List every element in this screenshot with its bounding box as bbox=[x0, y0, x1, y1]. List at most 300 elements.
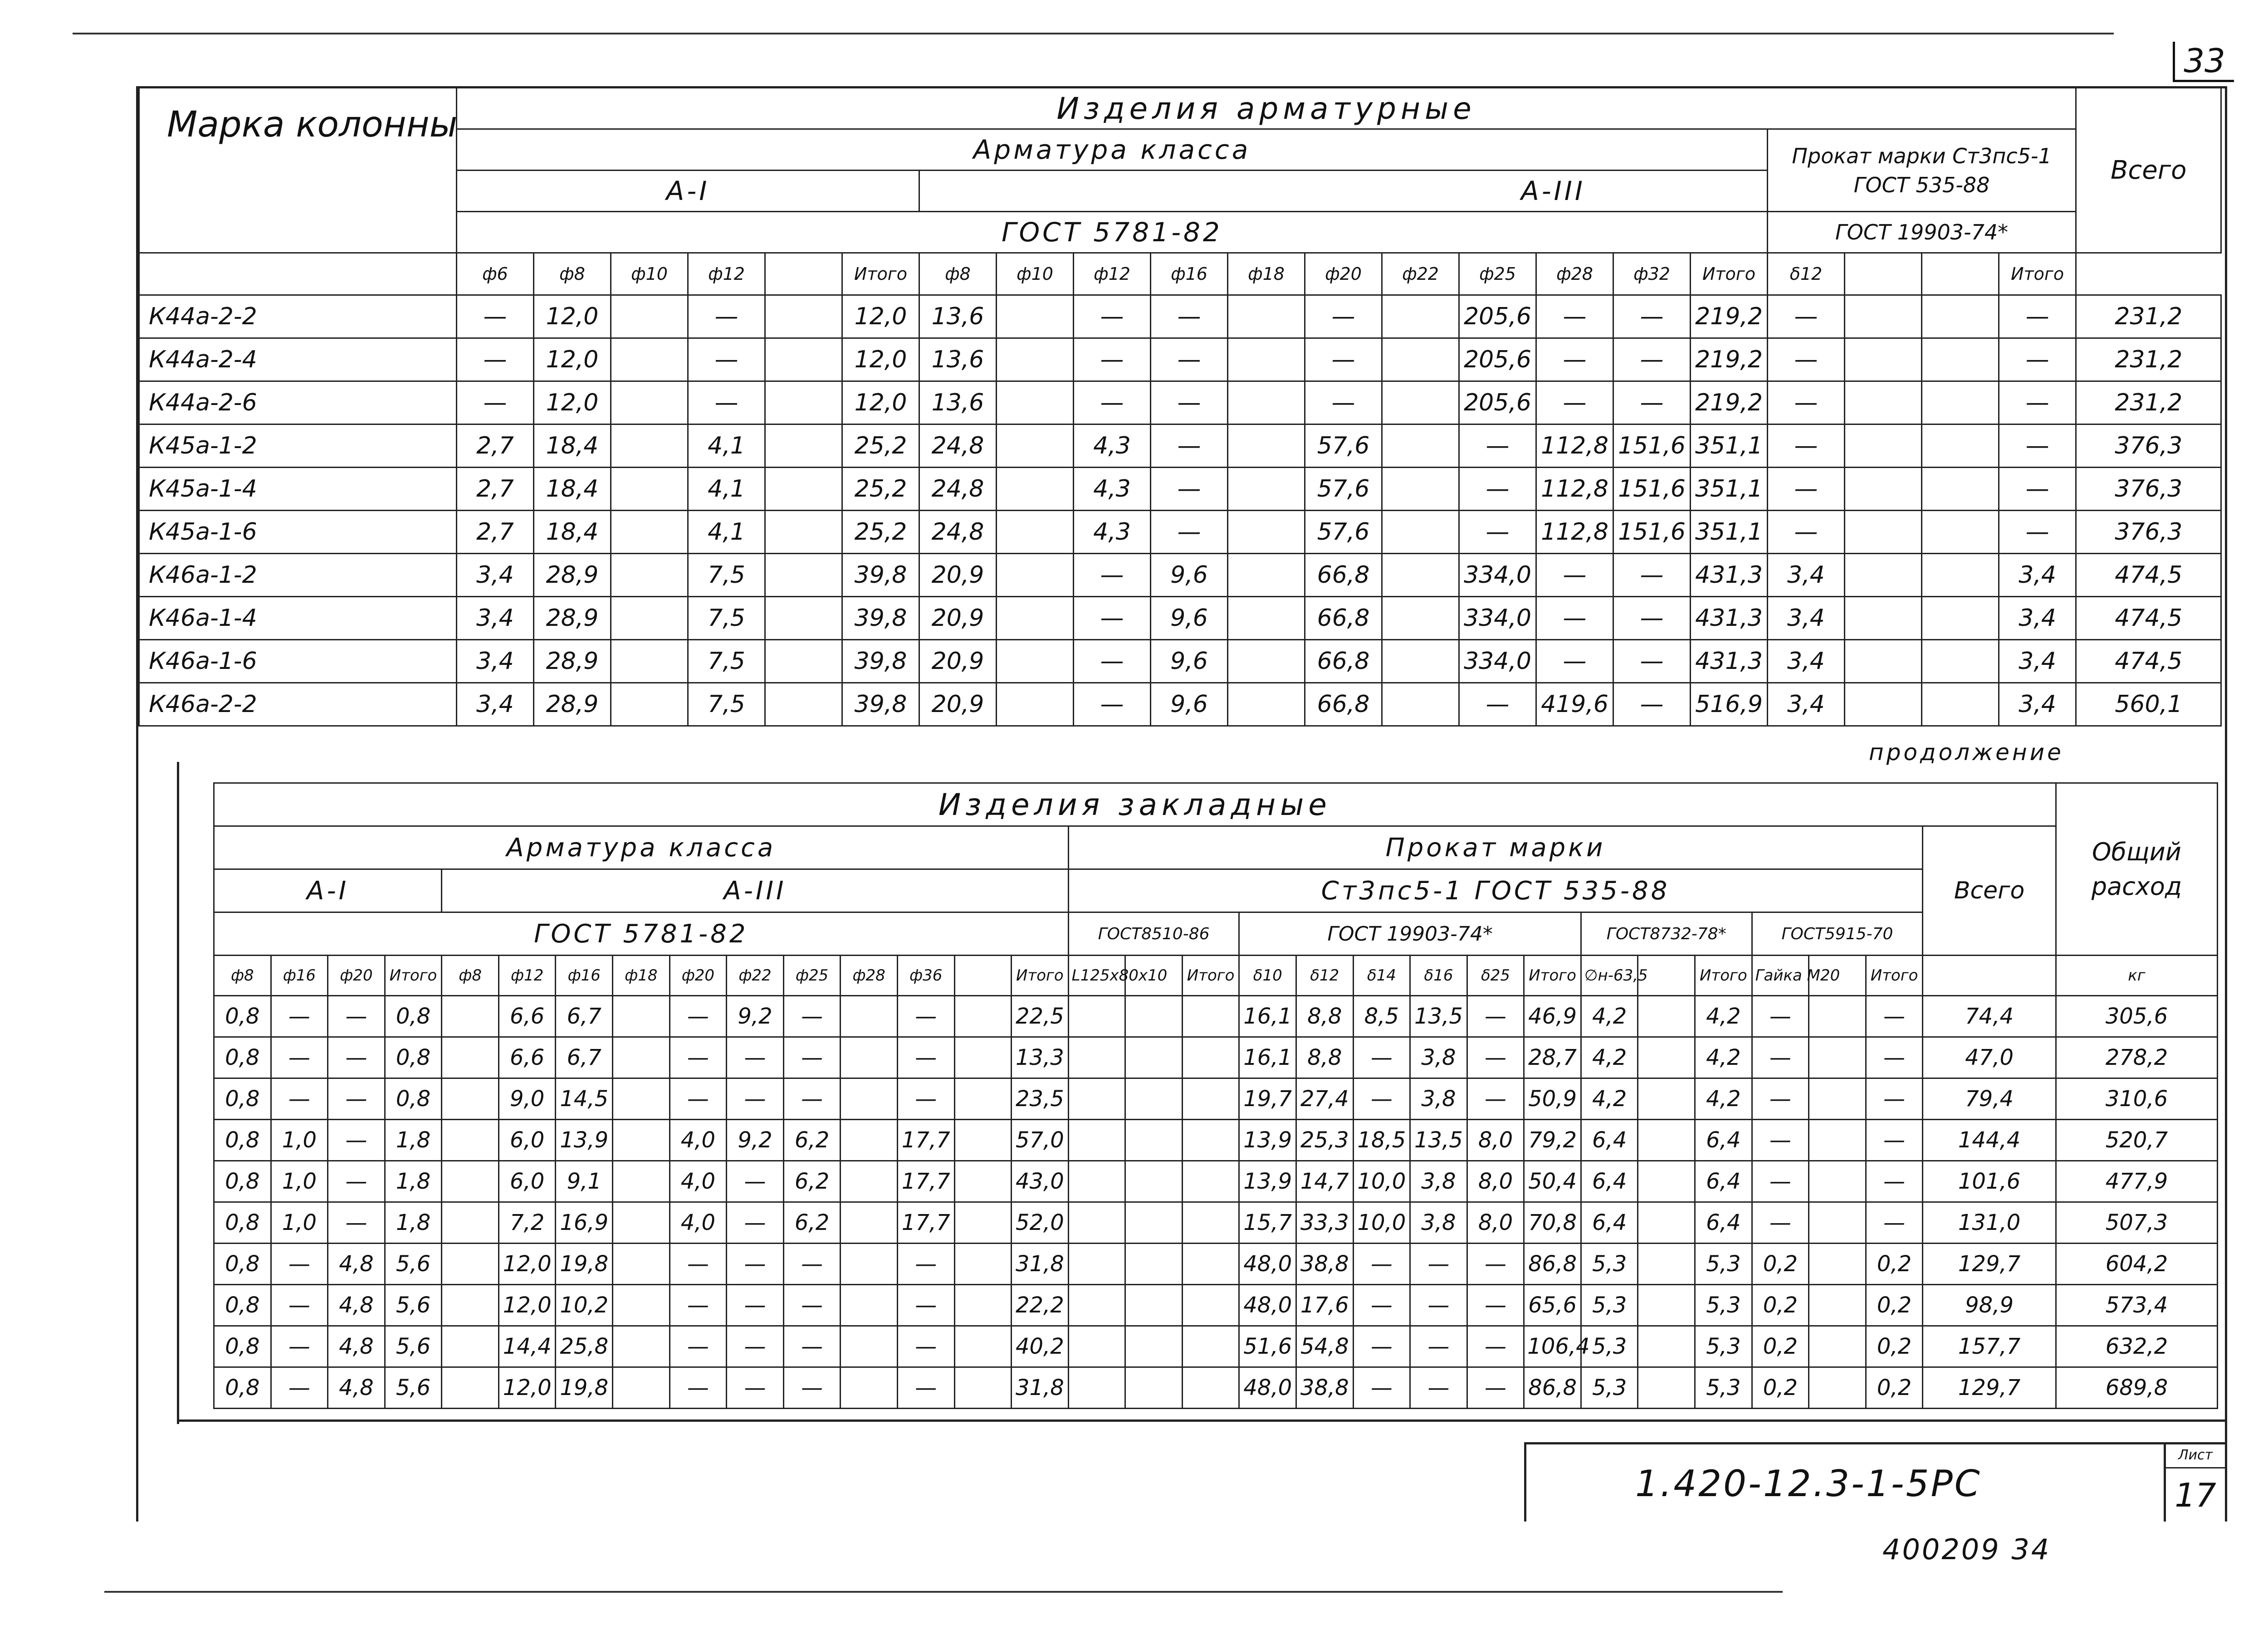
table-cell: — bbox=[1305, 338, 1382, 381]
gost-armature: ГОСТ 5781-82 bbox=[457, 212, 1768, 253]
table-cell bbox=[1068, 996, 1125, 1037]
table-cell bbox=[841, 1326, 898, 1367]
table-cell: — bbox=[1866, 1078, 1923, 1120]
table-cell: — bbox=[1752, 1161, 1809, 1202]
group-title: Изделия арматурные bbox=[457, 88, 2076, 129]
table-cell: 9,6 bbox=[1151, 597, 1228, 640]
table-cell: 14,5 bbox=[556, 1078, 613, 1120]
table-cell: 27,4 bbox=[1296, 1078, 1353, 1120]
column-header: ф28 bbox=[1536, 253, 1613, 295]
row-total: 376,3 bbox=[2076, 511, 2221, 554]
table-cell: 516,9 bbox=[1691, 683, 1768, 726]
table-cell: 334,0 bbox=[1459, 640, 1536, 683]
table-cell: 106,4 bbox=[1524, 1326, 1581, 1367]
table-cell bbox=[1382, 683, 1459, 726]
column-header: L125x80x10 bbox=[1068, 956, 1125, 996]
table-cell bbox=[1182, 1161, 1239, 1202]
table-cell bbox=[841, 1120, 898, 1161]
table-cell bbox=[841, 1078, 898, 1120]
table-cell: 19,8 bbox=[556, 1244, 613, 1285]
column-header: ф10 bbox=[611, 253, 688, 295]
table-cell: 3,4 bbox=[457, 640, 534, 683]
table-cell: 24,8 bbox=[919, 511, 997, 554]
table-row bbox=[214, 1078, 2218, 1120]
table-cell: 4,1 bbox=[688, 424, 765, 468]
table-cell: — bbox=[1467, 1285, 1524, 1326]
table-cell: 38,8 bbox=[1296, 1367, 1353, 1409]
table-cell: — bbox=[670, 1037, 727, 1078]
table-cell: — bbox=[457, 295, 534, 338]
row-total: 79,4 bbox=[1923, 1078, 2056, 1120]
table-cell: 13,9 bbox=[1239, 1161, 1296, 1202]
table-cell: 39,8 bbox=[842, 640, 919, 683]
table-cell bbox=[1845, 683, 1922, 726]
column-header: ф10 bbox=[997, 253, 1074, 295]
table-cell: 25,2 bbox=[842, 424, 919, 468]
embedded-products-table bbox=[213, 782, 2218, 1409]
table-cell: — bbox=[783, 1285, 841, 1326]
table-cell bbox=[1125, 1367, 1183, 1409]
column-header: Итого bbox=[1691, 253, 1768, 295]
table-cell: 151,6 bbox=[1613, 468, 1691, 511]
table-cell: — bbox=[1459, 468, 1536, 511]
table-cell: — bbox=[1768, 295, 1845, 338]
column-mark-header: Марка колонны bbox=[139, 88, 457, 253]
table-row bbox=[139, 468, 2221, 511]
table-cell bbox=[1125, 1326, 1183, 1367]
table-cell: 66,8 bbox=[1305, 554, 1382, 597]
table-cell: 0,8 bbox=[214, 1326, 271, 1367]
table-cell bbox=[613, 1202, 670, 1244]
table-cell: — bbox=[457, 338, 534, 381]
table-cell: — bbox=[670, 1285, 727, 1326]
table-cell: — bbox=[328, 1120, 385, 1161]
column-header: ф12 bbox=[1074, 253, 1151, 295]
row-overall: 310,6 bbox=[2056, 1078, 2217, 1120]
table-cell bbox=[613, 1285, 670, 1326]
bottom-edge-line bbox=[104, 1591, 1783, 1593]
table-cell bbox=[997, 468, 1074, 511]
table-cell: 0,2 bbox=[1752, 1285, 1809, 1326]
table-cell: 16,1 bbox=[1239, 1037, 1296, 1078]
table-cell bbox=[841, 1202, 898, 1244]
table-cell bbox=[611, 424, 688, 468]
table-cell bbox=[1068, 1285, 1125, 1326]
table-row bbox=[139, 554, 2221, 597]
table-cell: — bbox=[1613, 295, 1691, 338]
table-cell: 1,0 bbox=[271, 1161, 328, 1202]
table-cell: — bbox=[1752, 1078, 1809, 1120]
row-total: 231,2 bbox=[2076, 338, 2221, 381]
column-header: ф16 bbox=[556, 956, 613, 996]
table-cell: 22,5 bbox=[1012, 996, 1069, 1037]
table-cell: — bbox=[1866, 996, 1923, 1037]
table-cell: 13,6 bbox=[919, 295, 997, 338]
table-cell: 66,8 bbox=[1305, 597, 1382, 640]
table-cell: 50,9 bbox=[1524, 1078, 1581, 1120]
table-cell: 205,6 bbox=[1459, 295, 1536, 338]
table-cell: 12,0 bbox=[534, 381, 611, 424]
column-header: δ12 bbox=[1768, 253, 1845, 295]
table-cell: — bbox=[727, 1326, 784, 1367]
row-overall: 477,9 bbox=[2056, 1161, 2217, 1202]
table-cell bbox=[954, 1078, 1012, 1120]
table-cell bbox=[1922, 295, 1999, 338]
table-cell: 6,2 bbox=[783, 1120, 841, 1161]
table-cell: — bbox=[1467, 1078, 1524, 1120]
table-cell bbox=[1125, 1078, 1183, 1120]
table-cell: 4,8 bbox=[328, 1285, 385, 1326]
gost-8732: ГОСТ8732-78* bbox=[1581, 912, 1752, 956]
table-cell: 17,7 bbox=[897, 1120, 954, 1161]
table-cell: 6,4 bbox=[1695, 1120, 1752, 1161]
table-cell: 4,2 bbox=[1581, 996, 1638, 1037]
table-cell: 0,2 bbox=[1866, 1367, 1923, 1409]
table-cell bbox=[765, 468, 842, 511]
table-cell bbox=[997, 597, 1074, 640]
column-mark: К46а-1-6 bbox=[139, 640, 457, 683]
column-header: ф18 bbox=[1228, 253, 1305, 295]
table-cell: 0,2 bbox=[1752, 1326, 1809, 1367]
table-cell: — bbox=[1613, 381, 1691, 424]
class-a3: А-III bbox=[919, 171, 1768, 212]
table-cell bbox=[954, 1326, 1012, 1367]
table-cell: 66,8 bbox=[1305, 683, 1382, 726]
table-cell bbox=[954, 1161, 1012, 1202]
table-cell: 8,0 bbox=[1467, 1202, 1524, 1244]
table-cell bbox=[765, 381, 842, 424]
table-cell bbox=[1182, 1037, 1239, 1078]
table-cell bbox=[1125, 1120, 1183, 1161]
table-row bbox=[139, 295, 2221, 338]
table-cell: 23,5 bbox=[1012, 1078, 1069, 1120]
table-cell: 31,8 bbox=[1012, 1367, 1069, 1409]
table-cell: — bbox=[1536, 640, 1613, 683]
sheet-box bbox=[2164, 1444, 2225, 1522]
table-cell bbox=[1809, 1202, 1866, 1244]
table-cell bbox=[841, 1367, 898, 1409]
table-cell: 39,8 bbox=[842, 683, 919, 726]
column-header: ф25 bbox=[783, 956, 841, 996]
column-header: ф22 bbox=[727, 956, 784, 996]
table-cell: 6,7 bbox=[556, 1037, 613, 1078]
table-cell bbox=[613, 1037, 670, 1078]
table-cell: 6,4 bbox=[1695, 1202, 1752, 1244]
table-cell: — bbox=[1151, 295, 1228, 338]
table-cell: 334,0 bbox=[1459, 554, 1536, 597]
column-mark: К46а-1-4 bbox=[139, 597, 457, 640]
table-cell bbox=[1068, 1202, 1125, 1244]
table-cell: 5,3 bbox=[1695, 1367, 1752, 1409]
table-cell bbox=[1068, 1161, 1125, 1202]
table-cell: — bbox=[1074, 597, 1151, 640]
table-cell: — bbox=[328, 1037, 385, 1078]
table-cell: 0,2 bbox=[1866, 1244, 1923, 1285]
table-cell: 54,8 bbox=[1296, 1326, 1353, 1367]
row-total: 47,0 bbox=[1923, 1037, 2056, 1078]
table-cell: — bbox=[783, 1078, 841, 1120]
table-cell: 351,1 bbox=[1691, 468, 1768, 511]
table-cell bbox=[1922, 468, 1999, 511]
table-cell: 12,0 bbox=[499, 1244, 556, 1285]
gost-8510: ГОСТ8510-86 bbox=[1068, 912, 1239, 956]
table-cell: 6,6 bbox=[499, 996, 556, 1037]
table-cell: 0,2 bbox=[1752, 1367, 1809, 1409]
table-cell: — bbox=[457, 381, 534, 424]
column-header: ф18 bbox=[613, 956, 670, 996]
table-cell bbox=[765, 597, 842, 640]
embedded-class-a3: А-III bbox=[442, 869, 1068, 912]
table-cell: — bbox=[271, 1326, 328, 1367]
table-cell: 52,0 bbox=[1012, 1202, 1069, 1244]
table-cell: — bbox=[1459, 424, 1536, 468]
table-cell bbox=[611, 554, 688, 597]
table-cell: 3,4 bbox=[1999, 683, 2076, 726]
table-cell: 3,4 bbox=[1768, 554, 1845, 597]
table-cell: — bbox=[727, 1037, 784, 1078]
table-cell: 0,8 bbox=[385, 1037, 442, 1078]
table-cell bbox=[1638, 1120, 1695, 1161]
table-cell bbox=[1845, 468, 1922, 511]
table-cell: 1,8 bbox=[385, 1202, 442, 1244]
table-cell bbox=[613, 1244, 670, 1285]
column-header: δ14 bbox=[1353, 956, 1410, 996]
table-cell bbox=[1228, 424, 1305, 468]
table-cell bbox=[1922, 424, 1999, 468]
table-cell: 4,2 bbox=[1581, 1037, 1638, 1078]
table-cell: — bbox=[1999, 511, 2076, 554]
prokat-title: Прокат марки Ст3пс5-1 ГОСТ 535-88 bbox=[1768, 129, 2076, 212]
table-cell bbox=[1845, 597, 1922, 640]
table-cell bbox=[1382, 381, 1459, 424]
table-cell: — bbox=[1151, 338, 1228, 381]
table-cell bbox=[765, 640, 842, 683]
table-cell: — bbox=[271, 996, 328, 1037]
row-total: 74,4 bbox=[1923, 996, 2056, 1037]
table-cell bbox=[1382, 295, 1459, 338]
gost-19903: ГОСТ 19903-74* bbox=[1239, 912, 1581, 956]
sheet-label: Лист bbox=[2166, 1447, 2225, 1468]
table-cell: — bbox=[727, 1367, 784, 1409]
table-cell: — bbox=[897, 1367, 954, 1409]
table-cell: 13,3 bbox=[1012, 1037, 1069, 1078]
table-row bbox=[214, 1326, 2218, 1367]
table-row bbox=[214, 1367, 2218, 1409]
table-cell bbox=[1182, 1285, 1239, 1326]
table-cell bbox=[1382, 554, 1459, 597]
table-cell: — bbox=[1353, 1285, 1410, 1326]
row-total: 157,7 bbox=[1923, 1326, 2056, 1367]
table-cell: 205,6 bbox=[1459, 338, 1536, 381]
table-cell bbox=[1809, 1367, 1866, 1409]
table-cell: 9,6 bbox=[1151, 640, 1228, 683]
table-cell: 0,8 bbox=[214, 1120, 271, 1161]
table-cell: — bbox=[1999, 424, 2076, 468]
table-cell: 13,9 bbox=[1239, 1120, 1296, 1161]
table-cell: 20,9 bbox=[919, 597, 997, 640]
table-cell bbox=[997, 424, 1074, 468]
table-cell bbox=[1638, 1285, 1695, 1326]
table-cell bbox=[1125, 996, 1183, 1037]
table-cell bbox=[1125, 1037, 1183, 1078]
column-header: ф16 bbox=[1151, 253, 1228, 295]
table-cell bbox=[611, 640, 688, 683]
table-cell: — bbox=[1613, 640, 1691, 683]
table-cell bbox=[442, 1202, 499, 1244]
table-cell bbox=[1638, 996, 1695, 1037]
table-cell: 6,4 bbox=[1695, 1161, 1752, 1202]
table-cell bbox=[1182, 1367, 1239, 1409]
table-cell: 14,7 bbox=[1296, 1161, 1353, 1202]
table-cell: 10,2 bbox=[556, 1285, 613, 1326]
table-cell: 9,0 bbox=[499, 1078, 556, 1120]
table-cell: 419,6 bbox=[1536, 683, 1613, 726]
table-cell: 4,8 bbox=[328, 1244, 385, 1285]
table-cell: — bbox=[1074, 683, 1151, 726]
table-cell bbox=[1922, 597, 1999, 640]
table-cell: 13,5 bbox=[1410, 1120, 1467, 1161]
table-cell: 4,0 bbox=[670, 1161, 727, 1202]
table-cell: 18,4 bbox=[534, 511, 611, 554]
table-cell bbox=[997, 381, 1074, 424]
row-total: 474,5 bbox=[2076, 597, 2221, 640]
table-cell bbox=[1638, 1367, 1695, 1409]
table-cell: — bbox=[897, 1078, 954, 1120]
table-cell: — bbox=[1151, 511, 1228, 554]
table-cell: — bbox=[897, 1326, 954, 1367]
table-cell: — bbox=[1613, 597, 1691, 640]
table-cell bbox=[1382, 424, 1459, 468]
row-total: 376,3 bbox=[2076, 424, 2221, 468]
table-cell bbox=[1382, 338, 1459, 381]
table-cell: 5,3 bbox=[1581, 1285, 1638, 1326]
table-cell: 19,7 bbox=[1239, 1078, 1296, 1120]
table-cell: 1,0 bbox=[271, 1120, 328, 1161]
table-cell: — bbox=[727, 1285, 784, 1326]
table-cell bbox=[611, 597, 688, 640]
table-cell bbox=[765, 338, 842, 381]
table-cell: 5,3 bbox=[1581, 1367, 1638, 1409]
table-cell bbox=[997, 640, 1074, 683]
table-cell: 17,7 bbox=[897, 1161, 954, 1202]
table-cell bbox=[611, 683, 688, 726]
table-cell: 2,7 bbox=[457, 424, 534, 468]
column-header: ф32 bbox=[1613, 253, 1691, 295]
embedded-prokat-grade: Ст3пс5-1 ГОСТ 535-88 bbox=[1068, 869, 1923, 912]
table-cell: 6,6 bbox=[499, 1037, 556, 1078]
table-cell: — bbox=[1536, 295, 1613, 338]
column-header: ф25 bbox=[1459, 253, 1536, 295]
mark-column-spacer bbox=[139, 253, 457, 295]
inventory-number: 400209 34 bbox=[1882, 1533, 2051, 1566]
column-mark: К45а-1-2 bbox=[139, 424, 457, 468]
table-cell: 51,6 bbox=[1239, 1326, 1296, 1367]
table-cell: 12,0 bbox=[534, 295, 611, 338]
table-cell: 8,0 bbox=[1467, 1120, 1524, 1161]
table-cell bbox=[841, 1037, 898, 1078]
column-mark: К44а-2-6 bbox=[139, 381, 457, 424]
table-cell: — bbox=[1353, 1078, 1410, 1120]
table-cell bbox=[1228, 468, 1305, 511]
table-cell: 5,3 bbox=[1581, 1244, 1638, 1285]
table-cell: 20,9 bbox=[919, 554, 997, 597]
table-cell bbox=[1809, 1078, 1866, 1120]
table-cell bbox=[1068, 1244, 1125, 1285]
table-cell: 39,8 bbox=[842, 554, 919, 597]
column-header: δ25 bbox=[1467, 956, 1524, 996]
table-cell: — bbox=[1410, 1367, 1467, 1409]
table-cell bbox=[1182, 1078, 1239, 1120]
table-cell: — bbox=[271, 1078, 328, 1120]
class-a1: А-I bbox=[457, 171, 919, 212]
table-cell: 9,2 bbox=[727, 996, 784, 1037]
table-cell: — bbox=[688, 295, 765, 338]
table-row bbox=[139, 381, 2221, 424]
table-cell bbox=[1228, 640, 1305, 683]
table-cell: — bbox=[328, 1161, 385, 1202]
column-mark: К45а-1-4 bbox=[139, 468, 457, 511]
table-cell bbox=[954, 1244, 1012, 1285]
table-cell: 8,8 bbox=[1296, 996, 1353, 1037]
column-header: ф22 bbox=[1382, 253, 1459, 295]
table-cell: — bbox=[1467, 1037, 1524, 1078]
row-total: 129,7 bbox=[1923, 1244, 2056, 1285]
embedded-gost-armature: ГОСТ 5781-82 bbox=[214, 912, 1069, 956]
table-row bbox=[214, 1037, 2218, 1078]
table-cell bbox=[997, 554, 1074, 597]
table-cell: — bbox=[1768, 424, 1845, 468]
table-cell: — bbox=[1459, 683, 1536, 726]
table-cell bbox=[442, 1078, 499, 1120]
table-cell: 12,0 bbox=[499, 1367, 556, 1409]
table-cell bbox=[841, 996, 898, 1037]
table-cell: 431,3 bbox=[1691, 597, 1768, 640]
column-header: ф20 bbox=[670, 956, 727, 996]
table-cell: 48,0 bbox=[1239, 1244, 1296, 1285]
table-cell bbox=[1638, 1202, 1695, 1244]
column-header: ф20 bbox=[1305, 253, 1382, 295]
table-cell: 0,8 bbox=[214, 1202, 271, 1244]
table-cell: 3,8 bbox=[1410, 1078, 1467, 1120]
table-cell bbox=[1125, 1161, 1183, 1202]
table-cell: 7,2 bbox=[499, 1202, 556, 1244]
table-cell: — bbox=[271, 1244, 328, 1285]
table-cell bbox=[442, 1367, 499, 1409]
table-cell: — bbox=[1467, 1367, 1524, 1409]
table-cell: — bbox=[897, 1244, 954, 1285]
table-row bbox=[139, 597, 2221, 640]
row-total: 376,3 bbox=[2076, 468, 2221, 511]
table-cell bbox=[613, 1326, 670, 1367]
row-total: 129,7 bbox=[1923, 1367, 2056, 1409]
table-cell: 4,0 bbox=[670, 1120, 727, 1161]
table-cell: 18,4 bbox=[534, 468, 611, 511]
column-header: ф12 bbox=[688, 253, 765, 295]
table-cell: — bbox=[1074, 640, 1151, 683]
row-total: 474,5 bbox=[2076, 554, 2221, 597]
table-cell bbox=[1228, 597, 1305, 640]
table-cell: — bbox=[670, 1078, 727, 1120]
table-cell bbox=[613, 1367, 670, 1409]
table-cell bbox=[1922, 554, 1999, 597]
table-cell bbox=[1182, 1120, 1239, 1161]
column-mark: К45а-1-6 bbox=[139, 511, 457, 554]
table-cell: — bbox=[1151, 468, 1228, 511]
table-cell: 5,3 bbox=[1695, 1326, 1752, 1367]
table-cell: 4,2 bbox=[1581, 1078, 1638, 1120]
table-cell: 431,3 bbox=[1691, 640, 1768, 683]
table-cell: 3,8 bbox=[1410, 1202, 1467, 1244]
